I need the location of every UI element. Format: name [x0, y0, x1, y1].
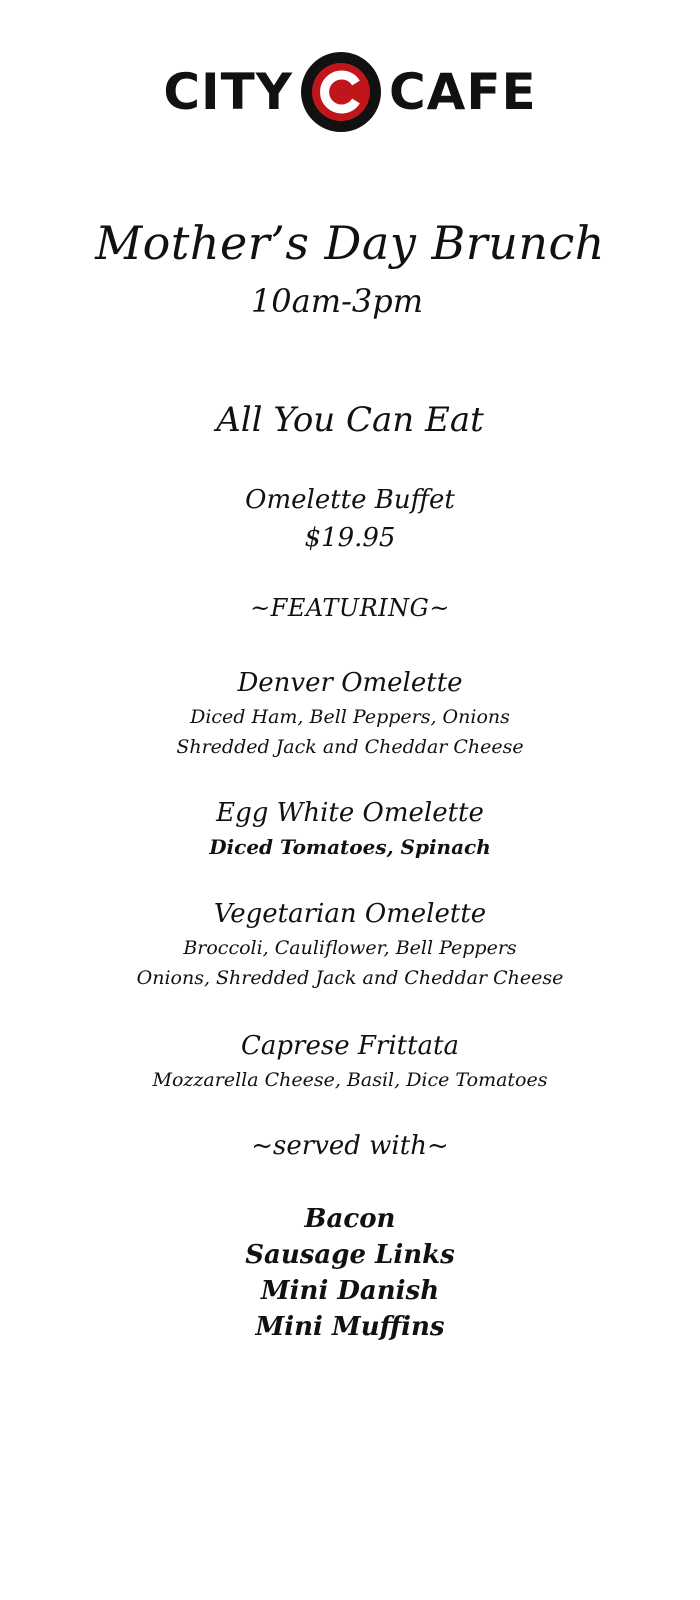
- buffet-price: $19.95: [304, 523, 396, 553]
- menu-item-description: Shredded Jack and Cheddar Cheese: [176, 736, 524, 758]
- menu-item-name: Egg White Omelette: [216, 798, 484, 828]
- menu-item-name: Denver Omelette: [237, 668, 463, 698]
- menu-item-description: Diced Tomatoes, Spinach: [209, 835, 491, 859]
- menu-item-description: Diced Ham, Bell Peppers, Onions: [190, 706, 510, 728]
- c-logo-icon: [297, 48, 385, 136]
- all-you-can-eat-heading: All You Can Eat: [216, 400, 484, 440]
- menu-item-description: Mozzarella Cheese, Basil, Dice Tomatoes: [152, 1069, 548, 1091]
- side-item: Sausage Links: [245, 1240, 455, 1270]
- logo-word-cafe: CAFE: [388, 63, 537, 121]
- menu-item-description: Onions, Shredded Jack and Cheddar Cheese: [136, 967, 564, 989]
- served-with-label: ~served with~: [251, 1131, 449, 1161]
- menu-item-description: Broccoli, Cauliflower, Bell Peppers: [183, 937, 517, 959]
- city-cafe-logo: [0, 48, 700, 136]
- logo-word-city: CITY: [163, 63, 293, 121]
- buffet-name: Omelette Buffet: [245, 485, 455, 515]
- menu-title: Mother’s Day Brunch: [95, 216, 605, 270]
- featuring-label: ~FEATURING~: [250, 594, 450, 622]
- menu-item-name: Caprese Frittata: [241, 1031, 459, 1061]
- brunch-hours: 10am-3pm: [250, 282, 424, 320]
- menu-item-name: Vegetarian Omelette: [213, 899, 487, 929]
- side-item: Mini Danish: [260, 1276, 440, 1306]
- side-item: Mini Muffins: [255, 1312, 445, 1342]
- side-item: Bacon: [304, 1204, 396, 1234]
